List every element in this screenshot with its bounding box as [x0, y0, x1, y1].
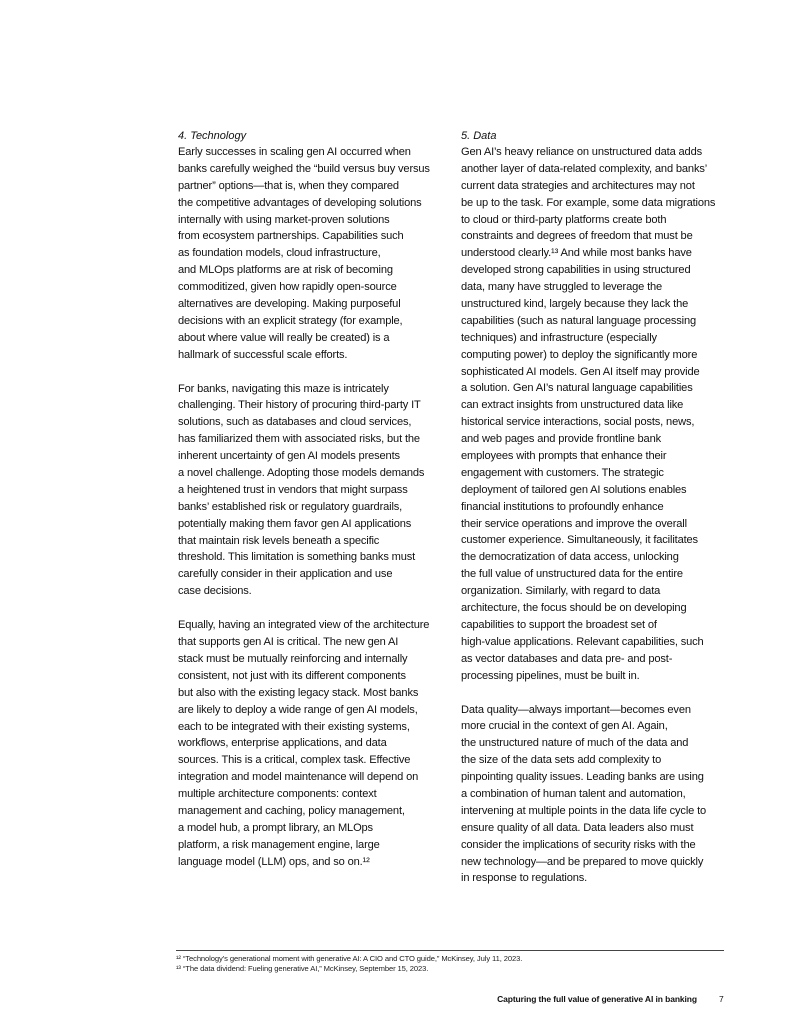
text-line: and MLOps platforms are at risk of becoming [178, 264, 393, 277]
text-line: pinpointing quality issues. Leading banks are using [461, 771, 704, 784]
page-number: 7 [719, 994, 724, 1004]
section-heading-data: 5. Data [461, 130, 497, 142]
footer-report-title: Capturing the full value of generative AI in banking [497, 994, 697, 1004]
text-line: developed strong capabilities in using structured [461, 264, 691, 277]
text-line: integration and model maintenance will depend on [178, 771, 419, 784]
text-line: computing power) to deploy the significantly more [461, 348, 698, 361]
footnote-12: ¹² “Technology’s generational moment with generative AI: A CIO and CTO guide,” McKinsey, July 11, 2023. [176, 954, 523, 963]
text-line: threshold. This limitation is something banks must [178, 551, 416, 564]
text-line: Gen AI’s heavy reliance on unstructured data adds [461, 146, 702, 158]
text-line: inherent uncertainty of gen AI models presents [178, 450, 400, 463]
text-line: another layer of data-related complexity, and banks’ [461, 162, 708, 175]
paragraph [178, 617, 448, 870]
text-line: unstructured kind, largely because they lack the [461, 298, 689, 311]
text-line: decisions with an explicit strategy (for example, [178, 314, 403, 327]
text-line: Equally, having an integrated view of the architecture [178, 619, 430, 632]
text-line: consider the implications of security risks with the [461, 838, 696, 851]
text-line: a solution. Gen AI’s natural language capabilities [461, 382, 693, 395]
text-line: case decisions. [178, 585, 252, 598]
text-line: multiple architecture components: context [178, 788, 377, 801]
text-line: and web pages and provide frontline bank [461, 433, 661, 446]
text-line: hallmark of successful scale efforts. [178, 348, 348, 361]
text-line: each to be integrated with their existing systems, [178, 720, 410, 733]
text-line: solutions, such as databases and cloud services, [178, 416, 412, 429]
text-line: sources. This is a critical, complex task. Effective [178, 754, 411, 767]
text-line: current data strategies and architectures may not [461, 179, 695, 192]
text-line: consistent, not just with its different components [178, 669, 406, 682]
text-line: sophisticated AI models. Gen AI itself may provide [461, 365, 700, 378]
text-line: the size of the data sets add complexity to [461, 754, 662, 767]
text-line: constraints and degrees of freedom that must be [461, 230, 693, 243]
right-paragraphs [461, 144, 731, 887]
text-line: ensure quality of all data. Data leaders also must [461, 821, 694, 834]
text-line: be up to the task. For example, some data migrations [461, 196, 716, 209]
text-line: data, many have struggled to leverage the [461, 281, 663, 294]
text-line: are likely to deploy a wide range of gen AI models, [178, 703, 418, 716]
text-line: can extract insights from unstructured data like [461, 399, 684, 412]
text-line: Data quality—always important—becomes even [461, 703, 691, 716]
text-line: as vector databases and data pre- and post- [461, 652, 673, 665]
text-line: capabilities (such as natural language processing [461, 314, 697, 327]
text-line: management and caching, policy management, [178, 804, 405, 817]
text-line: architecture, the focus should be on developing [461, 602, 687, 615]
text-line: challenging. Their history of procuring third-party IT [178, 399, 421, 412]
section-heading-technology: 4. Technology [178, 130, 247, 142]
text-line: from ecosystem partnerships. Capabilities such [178, 230, 404, 243]
text-line: the competitive advantages of developing solutions [178, 196, 422, 209]
text-line: internally with using market-proven solutions [178, 213, 390, 226]
text-line: capabilities to support the broadest set of [461, 618, 657, 631]
text-line: a model hub, a prompt library, an MLOps [178, 821, 373, 834]
text-line: a heightened trust in vendors that might surpass [178, 483, 408, 496]
text-line: has familiarized them with associated risks, but the [178, 433, 420, 446]
left-column [178, 128, 448, 871]
text-line: employees with prompts that enhance their [461, 450, 667, 463]
text-line: to cloud or third-party platforms create both [461, 213, 667, 226]
text-line: understood clearly.¹³ And while most banks have [461, 247, 692, 260]
text-line: organization. Similarly, with regard to data [461, 585, 661, 598]
paragraph [461, 702, 731, 888]
text-line: potentially making them favor gen AI applications [178, 517, 412, 530]
text-line: about where value will really be created) is a [178, 331, 390, 344]
text-line: high-value applications. Relevant capabilities, such [461, 635, 704, 648]
text-line: the unstructured nature of much of the data and [461, 737, 689, 750]
text-line: a novel challenge. Adopting those models demands [178, 467, 425, 480]
text-line: banks’ established risk or regulatory guardrails, [178, 500, 403, 513]
text-line: banks carefully weighed the “build versus buy versus [178, 162, 430, 175]
text-line: the democratization of data access, unlocking [461, 551, 679, 564]
text-line: techniques) and infrastructure (especially [461, 331, 657, 344]
text-line: commoditized, given how rapidly open-source [178, 281, 397, 294]
text-line: Early successes in scaling gen AI occurred when [178, 146, 411, 158]
footnote-13: ¹³ “The data dividend: Fueling generative AI,” McKinsey, September 15, 2023. [176, 964, 429, 973]
text-line: historical service interactions, social posts, news, [461, 416, 695, 429]
text-line: For banks, navigating this maze is intricately [178, 382, 389, 395]
text-line: processing pipelines, must be built in. [461, 669, 640, 682]
text-line: carefully consider in their application and use [178, 568, 393, 581]
paragraph [178, 381, 448, 601]
left-paragraphs [178, 144, 448, 871]
text-line: new technology—and be prepared to move quickly [461, 855, 704, 868]
text-line: engagement with customers. The strategic [461, 466, 664, 479]
text-line: in response to regulations. [461, 872, 588, 885]
text-line: their service operations and improve the overall [461, 517, 687, 530]
text-line: a combination of human talent and automation, [461, 787, 686, 800]
text-line: customer experience. Simultaneously, it facilitates [461, 534, 698, 547]
text-line: partner” options—that is, when they compared [178, 179, 399, 192]
text-line: more crucial in the context of gen AI. Again, [461, 720, 668, 733]
text-line: language model (LLM) ops, and so on.¹² [178, 855, 370, 868]
text-line: intervening at multiple points in the data life cycle to [461, 804, 707, 817]
right-column [461, 128, 731, 887]
text-line: that maintain risk levels beneath a specific [178, 534, 380, 547]
text-line: deployment of tailored gen AI solutions enables [461, 483, 687, 496]
text-line: financial institutions to profoundly enhance [461, 500, 664, 513]
paragraph [461, 144, 731, 685]
text-line: stack must be mutually reinforcing and internally [178, 652, 408, 665]
text-line: but also with the existing legacy stack. Most banks [178, 686, 419, 699]
text-line: the full value of unstructured data for the entire [461, 568, 683, 581]
text-line: alternatives are developing. Making purposeful [178, 298, 401, 311]
text-line: workflows, enterprise applications, and data [178, 737, 387, 750]
footnote-divider [176, 950, 724, 951]
text-line: that supports gen AI is critical. The new gen AI [178, 636, 399, 649]
text-line: platform, a risk management engine, large [178, 838, 380, 851]
text-line: as foundation models, cloud infrastructure, [178, 247, 381, 260]
paragraph [178, 144, 448, 364]
